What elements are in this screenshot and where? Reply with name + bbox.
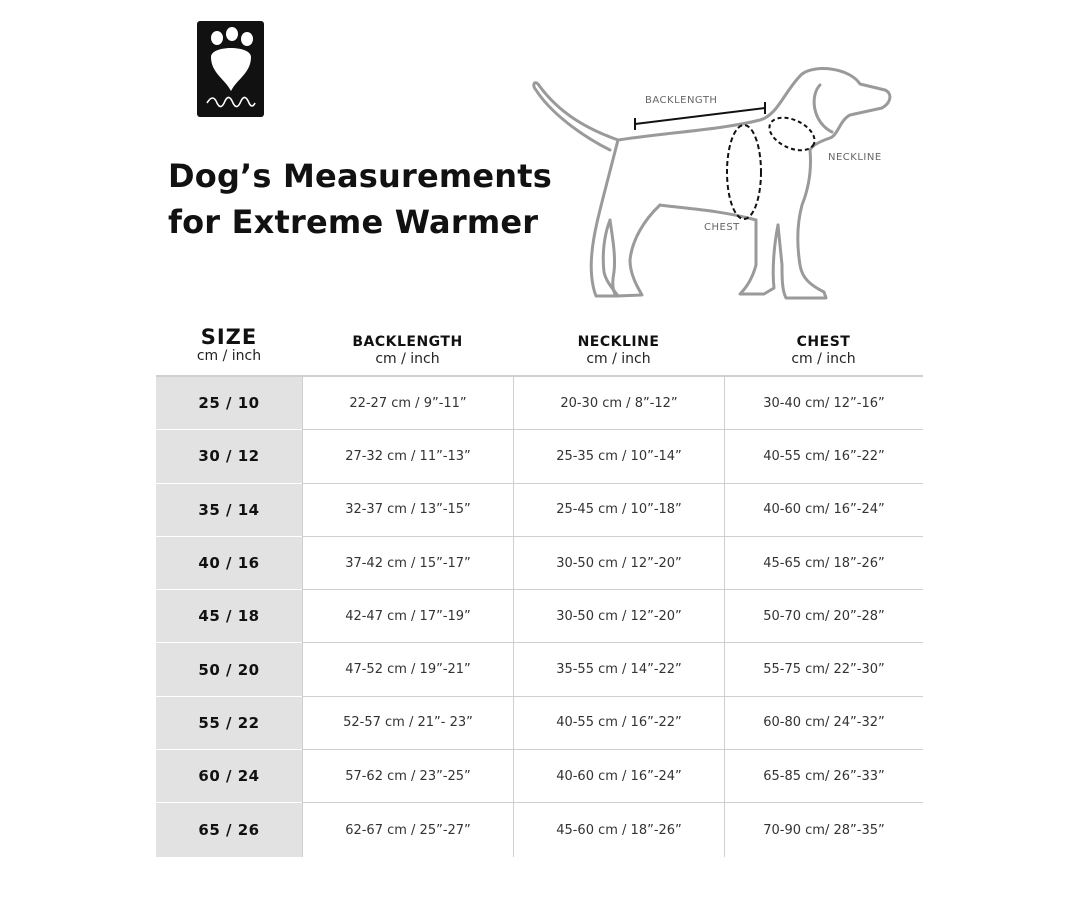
- size-cell: 40 / 16: [156, 537, 302, 590]
- paw-icon: [197, 21, 264, 117]
- neckline-cell: 45-60 cm / 18”-26”: [513, 803, 724, 856]
- table-row: [156, 803, 923, 856]
- chest-cell: 60-80 cm/ 24”-32”: [724, 697, 923, 749]
- chest-label: CHEST: [704, 222, 740, 233]
- header-chest-unit: cm / inch: [791, 351, 856, 367]
- neckline-cell: 25-45 cm / 10”-18”: [513, 484, 724, 536]
- title-line-2: for Extreme Warmer: [168, 203, 539, 241]
- header-size-label: SIZE: [200, 325, 258, 349]
- table-row: [156, 537, 923, 590]
- header-size-unit: cm / inch: [196, 348, 262, 364]
- header-chest-label: CHEST: [796, 334, 851, 350]
- neckline-cell: 20-30 cm / 8”-12”: [513, 377, 724, 429]
- table-row: [156, 750, 923, 803]
- backlength-label: BACKLENGTH: [645, 95, 718, 106]
- size-cell: 65 / 26: [156, 803, 302, 857]
- page-title: [168, 153, 552, 245]
- backlength-cell: 22-27 cm / 9”-11”: [302, 377, 513, 429]
- chest-cell: 65-85 cm/ 26”-33”: [724, 750, 923, 802]
- backlength-cell: 37-42 cm / 15”-17”: [302, 537, 513, 589]
- neckline-cell: 35-55 cm / 14”-22”: [513, 643, 724, 695]
- hurtta-wordmark: [207, 97, 255, 106]
- header-size: [156, 322, 302, 376]
- chest-cell: 40-60 cm/ 16”-24”: [724, 484, 923, 536]
- table-body: [156, 377, 923, 857]
- header-chest: [724, 322, 923, 376]
- neckline-cell: 30-50 cm / 12”-20”: [513, 590, 724, 642]
- chest-cell: 40-55 cm/ 16”-22”: [724, 430, 923, 482]
- title-line-1: Dog’s Measurements: [168, 157, 553, 195]
- header-neckline-unit: cm / inch: [586, 351, 651, 367]
- neckline-cell: 40-60 cm / 16”-24”: [513, 750, 724, 802]
- dog-measurement-diagram: [520, 60, 900, 305]
- chest-cell: 30-40 cm/ 12”-16”: [724, 377, 923, 429]
- size-cell: 25 / 10: [156, 377, 302, 430]
- size-cell: 35 / 14: [156, 484, 302, 537]
- table-row: [156, 484, 923, 537]
- chest-cell: 70-90 cm/ 28”-35”: [724, 803, 923, 856]
- neckline-cell: 30-50 cm / 12”-20”: [513, 537, 724, 589]
- header-backlength-unit: cm / inch: [375, 351, 440, 367]
- backlength-cell: 27-32 cm / 11”-13”: [302, 430, 513, 482]
- chest-measure-loop: [727, 125, 761, 219]
- size-cell: 60 / 24: [156, 750, 302, 803]
- table-row: [156, 590, 923, 643]
- table-row: [156, 377, 923, 430]
- chest-cell: 55-75 cm/ 22”-30”: [724, 643, 923, 695]
- backlength-cell: 32-37 cm / 13”-15”: [302, 484, 513, 536]
- backlength-cell: 57-62 cm / 23”-25”: [302, 750, 513, 802]
- header-backlength: [302, 322, 513, 376]
- backlength-cell: 52-57 cm / 21”- 23”: [302, 697, 513, 749]
- neckline-label: NECKLINE: [828, 152, 882, 163]
- backlength-cell: 62-67 cm / 25”-27”: [302, 803, 513, 856]
- backlength-cell: 47-52 cm / 19”-21”: [302, 643, 513, 695]
- table-row: [156, 643, 923, 696]
- header-neckline-label: NECKLINE: [577, 334, 660, 350]
- table-row: [156, 430, 923, 483]
- header-backlength-label: BACKLENGTH: [352, 334, 463, 350]
- backlength-cell: 42-47 cm / 17”-19”: [302, 590, 513, 642]
- size-cell: 50 / 20: [156, 643, 302, 696]
- size-cell: 45 / 18: [156, 590, 302, 643]
- hurtta-logo: [197, 21, 264, 117]
- size-cell: 30 / 12: [156, 430, 302, 483]
- table-row: [156, 697, 923, 750]
- chest-cell: 50-70 cm/ 20”-28”: [724, 590, 923, 642]
- size-cell: 55 / 22: [156, 697, 302, 750]
- neckline-cell: 40-55 cm / 16”-22”: [513, 697, 724, 749]
- neckline-cell: 25-35 cm / 10”-14”: [513, 430, 724, 482]
- header-neckline: [513, 322, 724, 376]
- chest-cell: 45-65 cm/ 18”-26”: [724, 537, 923, 589]
